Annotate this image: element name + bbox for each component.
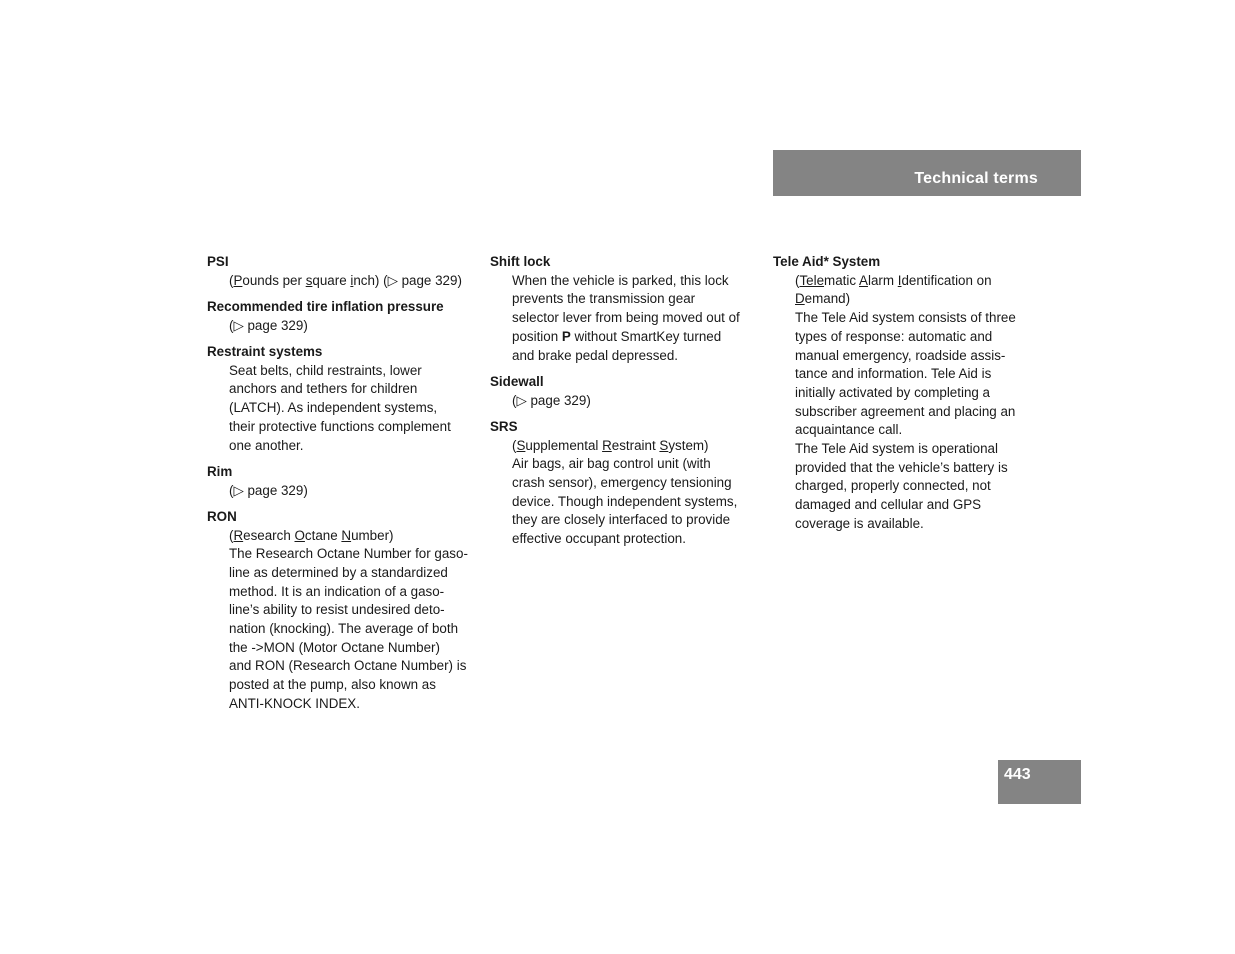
text-line: acquaintance call. (795, 422, 903, 438)
abbreviation-tele-aid-cont: Demand) (795, 291, 851, 307)
definition-recommended-tire-inflation-pressure (207, 317, 479, 336)
text-line: tance and information. Tele Aid is (795, 366, 992, 382)
text-line: The Tele Aid system consists of three (795, 310, 1016, 326)
definition-psi (207, 272, 479, 291)
term-psi: PSI (207, 254, 229, 269)
text-line: Seat belts, child restraints, lower (229, 362, 422, 378)
abbreviation-srs: (Supplemental Restraint System) (512, 437, 709, 453)
term-shift-lock: Shift lock (490, 254, 551, 269)
definition-srs (490, 437, 762, 549)
text-line: initially activated by completing a (795, 384, 991, 400)
text-line: damaged and cellular and GPS (795, 497, 982, 513)
text-line: (LATCH). As independent systems, (229, 400, 438, 416)
term-srs: SRS (490, 418, 518, 434)
abbreviation-psi: (Pounds per square inch) (▷ page 329) (229, 272, 462, 288)
term-recommended-tire-inflation-pressure: Recommended tire inflation pressure (207, 299, 444, 314)
term-sidewall: Sidewall (490, 373, 544, 389)
text-line: coverage is available. (795, 515, 924, 531)
text-line: nation (knocking). The average of both (229, 621, 459, 637)
header-band (773, 150, 1081, 196)
text-line: The Tele Aid system is operational (795, 441, 998, 457)
text-line: Air bags, air bag control unit (with (512, 456, 711, 472)
text-line: posted at the pump, also known as (229, 677, 436, 693)
text-line: line as determined by a standardized (229, 564, 448, 580)
text-line: selector lever from being moved out of (512, 310, 740, 326)
text-line: the ->MON (Motor Octane Number) (229, 639, 440, 655)
text-line: crash sensor), emergency tensioning (512, 474, 732, 490)
term-tele-aid-system: Tele Aid* System (773, 254, 881, 269)
text-line: prevents the transmission gear (512, 291, 696, 307)
definition-ron (207, 527, 479, 714)
page-reference: (▷ page 329) (229, 317, 308, 333)
text-line: The Research Octane Number for gaso- (229, 546, 468, 562)
column-3 (773, 253, 1045, 541)
page-reference: (▷ page 329) (512, 392, 591, 408)
text-line: their protective functions complement (229, 418, 451, 434)
text-line: provided that the vehicle’s battery is (795, 459, 1008, 475)
text-line: and brake pedal depressed. (512, 347, 679, 363)
text-line: ANTI-KNOCK INDEX. (229, 695, 360, 711)
term-ron: RON (207, 508, 237, 524)
text-line: subscriber agreement and placing an (795, 403, 1016, 419)
text-line: types of response: automatic and (795, 328, 993, 344)
definition-sidewall (490, 392, 762, 411)
page-number-band (998, 760, 1081, 804)
definition-restraint-systems (207, 362, 479, 456)
term-restraint-systems: Restraint systems (207, 344, 323, 359)
text-line: anchors and tethers for children (229, 381, 418, 397)
text-line: they are closely interfaced to provide (512, 512, 731, 528)
column-1 (207, 253, 479, 721)
page-reference: (▷ page 329) (229, 482, 308, 498)
definition-tele-aid-system (773, 272, 1045, 534)
text-line: line’s ability to resist undesired deto- (229, 602, 445, 618)
text-line: method. It is an indication of a gaso- (229, 583, 445, 599)
text-line: position P without SmartKey turned (512, 328, 722, 344)
text-line: effective occupant protection. (512, 531, 686, 547)
abbreviation-tele-aid: (Telematic Alarm Identification on (795, 272, 992, 288)
page-number: 443 (1004, 766, 1031, 783)
definition-rim (207, 482, 479, 501)
column-2 (490, 253, 762, 556)
text-line: manual emergency, roadside assis- (795, 347, 1006, 363)
definition-shift-lock (490, 272, 762, 366)
text-line: one another. (229, 437, 304, 453)
term-rim: Rim (207, 463, 233, 479)
text-line: When the vehicle is parked, this lock (512, 272, 729, 288)
abbreviation-ron: (Research Octane Number) (229, 527, 394, 543)
page-title: Technical terms (914, 170, 1038, 187)
text-line: device. Though independent systems, (512, 493, 738, 509)
text-line: charged, properly connected, not (795, 478, 991, 494)
text-line: and RON (Research Octane Number) is (229, 658, 467, 674)
